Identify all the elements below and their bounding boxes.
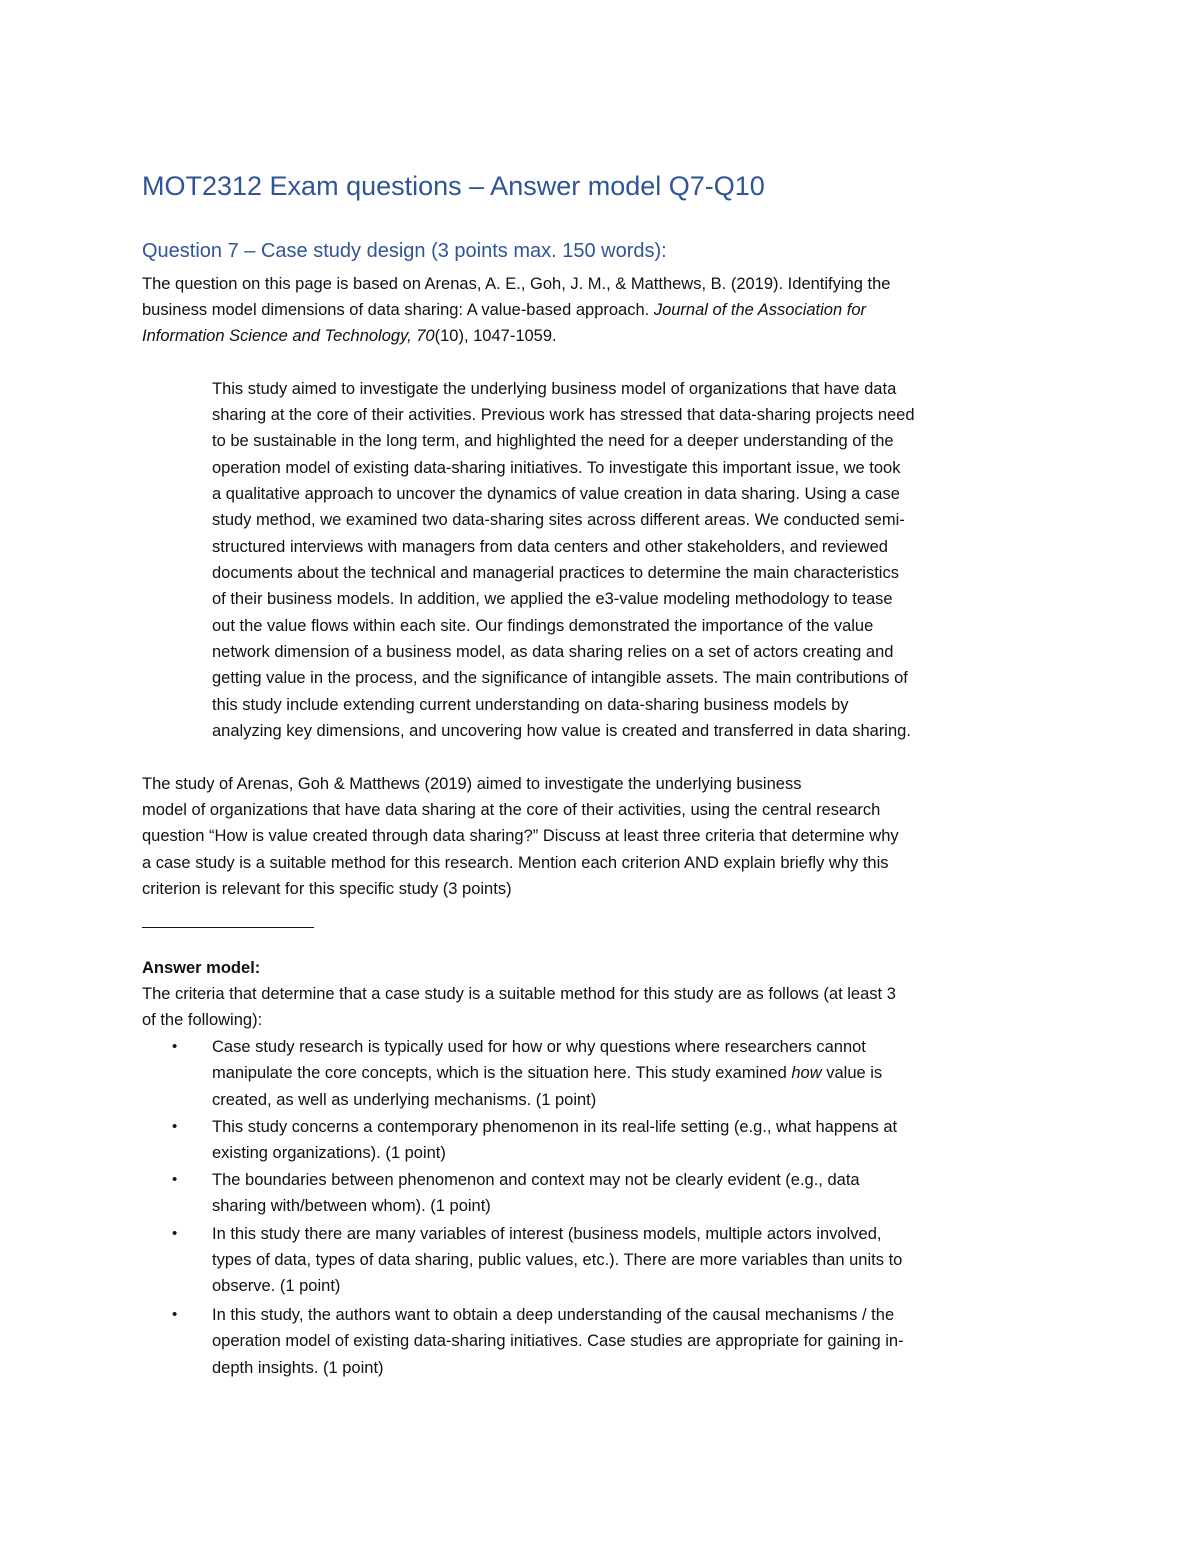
question-line: question “How is value created through data sharing?” Discuss at least three criteria that determine why [142,827,899,845]
bullet-5-line: depth insights. (1 point) [212,1359,384,1377]
bullet-5-line: operation model of existing data-sharing initiatives. Case studies are appropriate for gaining in- [212,1332,904,1350]
abstract-line: study method, we examined two data-sharing sites across different areas. We conducted semi- [212,511,905,529]
reference-line-1: The question on this page is based on Arenas, A. E., Goh, J. M., & Matthews, B. (2019). Identifying the [142,275,891,293]
bullet-1-emphasis: how [791,1064,822,1082]
reference-title: business model dimensions of data sharing: A value-based approach. [142,301,654,319]
question-line: criterion is relevant for this specific study (3 points) [142,880,512,898]
bullet-2-line: This study concerns a contemporary phenomenon in its real-life setting (e.g., what happens at [212,1118,898,1136]
answer-intro-line: The criteria that determine that a case study is a suitable method for this study are as follows (at least 3 [142,985,896,1003]
abstract-line: network dimension of a business model, as data sharing relies on a set of actors creating and [212,643,894,661]
question-heading: Question 7 – Case study design (3 points max. 150 words): [142,240,667,262]
abstract-line: a qualitative approach to uncover the dynamics of value creation in data sharing. Using a case [212,485,900,503]
bullet-4-line: In this study there are many variables of interest (business models, multiple actors involved, [212,1225,882,1243]
abstract-line: analyzing key dimensions, and uncovering how value is created and transferred in data sharing. [212,722,911,740]
answer-intro-line: of the following): [142,1011,263,1029]
bullet-1-line: Case study research is typically used for how or why questions where researchers cannot [212,1038,866,1056]
abstract-line: out the value flows within each site. Our findings demonstrated the importance of the value [212,617,874,635]
bullet-1-text-end: value is [821,1064,883,1082]
reference-line-3 [142,323,557,349]
bullet-2-line: existing organizations). (1 point) [212,1144,446,1162]
bullet-3-line: sharing with/between whom). (1 point) [212,1197,491,1215]
reference-journal-volume: Information Science and Technology, 70 [142,327,435,345]
abstract-line: of their business models. In addition, we applied the e3-value modeling methodology to tease [212,590,893,608]
bullet-4-line: types of data, types of data sharing, public values, etc.). There are more variables than units to [212,1251,903,1269]
document-title: MOT2312 Exam questions – Answer model Q7-Q10 [142,171,765,201]
divider-rule [142,927,314,928]
bullet-icon: • [172,1225,178,1242]
reference-line-2 [142,297,866,323]
bullet-4-line: observe. (1 point) [212,1277,341,1295]
bullet-3-line: The boundaries between phenomenon and context may not be clearly evident (e.g., data [212,1171,860,1189]
bullet-1-text: manipulate the core concepts, which is the situation here. This study examined [212,1064,792,1082]
abstract-line: documents about the technical and managerial practices to determine the main characteristics [212,564,899,582]
abstract-line: operation model of existing data-sharing initiatives. To investigate this important issue, we took [212,459,901,477]
bullet-5-line: In this study, the authors want to obtain a deep understanding of the causal mechanisms / the [212,1306,895,1324]
abstract-line: This study aimed to investigate the underlying business model of organizations that have data [212,380,897,398]
abstract-line: structured interviews with managers from data centers and other stakeholders, and reviewed [212,538,888,556]
question-line: a case study is a suitable method for this research. Mention each criterion AND explain briefly why this [142,854,889,872]
reference-pages: (10), 1047-1059. [434,327,557,345]
abstract-line: getting value in the process, and the significance of intangible assets. The main contributions of [212,669,908,687]
bullet-icon: • [172,1038,178,1055]
question-line: model of organizations that have data sharing at the core of their activities, using the central research [142,801,881,819]
bullet-1-line [212,1060,882,1086]
bullet-icon: • [172,1306,178,1323]
bullet-1-line: created, as well as underlying mechanisms. (1 point) [212,1091,597,1109]
bullet-icon: • [172,1171,178,1188]
abstract-line: this study include extending current understanding on data-sharing business models by [212,696,849,714]
answer-heading: Answer model: [142,959,261,977]
reference-journal: Journal of the Association for [653,301,866,319]
bullet-icon: • [172,1118,178,1135]
abstract-line: sharing at the core of their activities. Previous work has stressed that data-sharing projects need [212,406,915,424]
question-line: The study of Arenas, Goh & Matthews (2019) aimed to investigate the underlying business [142,775,802,793]
abstract-line: to be sustainable in the long term, and highlighted the need for a deeper understanding of the [212,432,894,450]
